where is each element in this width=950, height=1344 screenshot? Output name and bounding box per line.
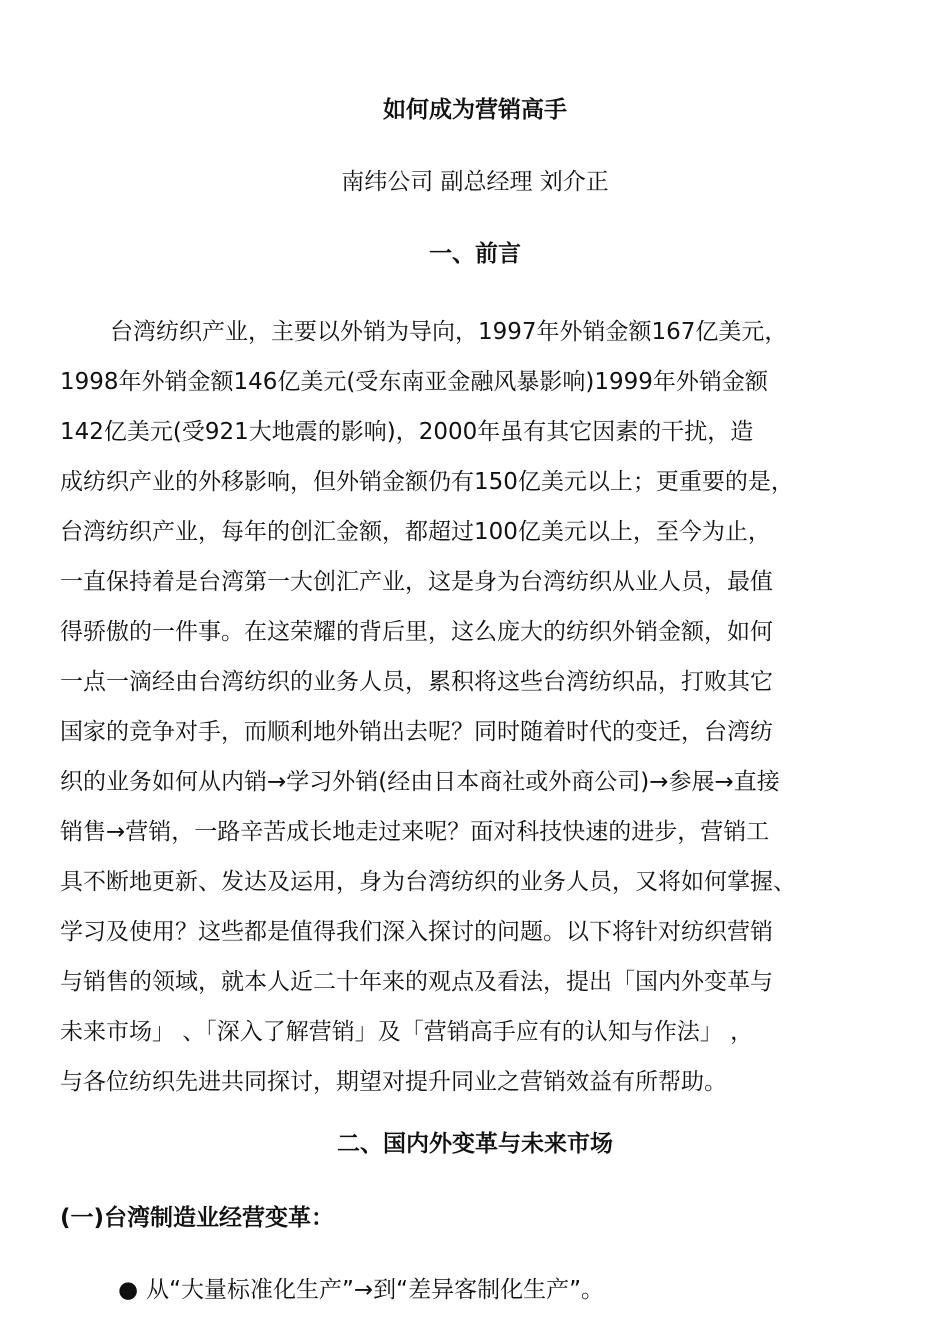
paragraph-line: 具不断地更新、发达及运用，身为台湾纺织的业务人员，又将如何掌握、 (60, 869, 796, 895)
paragraph-line: 与销售的领域，就本人近二十年来的观点及看法，提出「国内外变革与 (60, 969, 773, 995)
paragraph-line: 一点一滴经由台湾纺织的业务人员，累积将这些台湾纺织品，打败其它 (60, 669, 773, 695)
preface-paragraph (60, 307, 880, 1107)
subsection-heading: (一)台湾制造业经营变革： (60, 1205, 335, 1231)
paragraph-line: 与各位纺织先进共同探讨，期望对提升同业之营销效益有所帮助。 (60, 1069, 727, 1095)
paragraph-line: 未来市场」 、「深入了解营销」及「营销高手应有的认知与作法」 ， (60, 1019, 754, 1045)
bullet-item (118, 1272, 604, 1308)
paragraph-line: 台湾纺织产业，每年的创汇金额，都超过100亿美元以上，至今为止， (60, 519, 771, 545)
paragraph-line: 学习及使用？这些都是值得我们深入探讨的问题。以下将针对纺织营销 (60, 919, 773, 945)
paragraph-line: 成纺织产业的外移影响，但外销金额仍有150亿美元以上；更重要的是， (60, 469, 794, 495)
bullet-text: 从“大量标准化生产”→到“差异客制化生产”。 (146, 1277, 605, 1303)
author-byline: 南纬公司 副总经理 刘介正 (341, 169, 609, 195)
section-heading-preface: 一、前言 (429, 241, 521, 267)
paragraph-line: 织的业务如何从内销→学习外销(经由日本商社或外商公司)→参展→直接 (60, 769, 780, 795)
paragraph-line: 国家的竞争对手，而顺利地外销出去呢？同时随着时代的变迁，台湾纺 (60, 719, 773, 745)
paragraph-line: 一直保持着是台湾第一大创汇产业，这是身为台湾纺织从业人员，最值 (60, 569, 773, 595)
bullet-dot-icon: ● (118, 1277, 139, 1303)
paragraph-line: 142亿美元(受921大地震的影响)，2000年虽有其它因素的干扰，造 (60, 419, 754, 445)
paragraph-line: 1998年外销金额146亿美元(受东南亚金融风暴影响)1999年外销金额 (60, 369, 768, 395)
section-heading-market: 二、国内外变革与未来市场 (337, 1131, 613, 1157)
paragraph-line: 得骄傲的一件事。在这荣耀的背后里，这么庞大的纺织外销金额，如何 (60, 619, 773, 645)
paragraph-line: 台湾纺织产业，主要以外销为导向，1997年外销金额167亿美元， (110, 319, 788, 345)
paragraph-line: 销售→营销，一路辛苦成长地走过来呢？面对科技快速的进步，营销工 (60, 819, 770, 845)
document-title: 如何成为营销高手 (383, 97, 567, 123)
